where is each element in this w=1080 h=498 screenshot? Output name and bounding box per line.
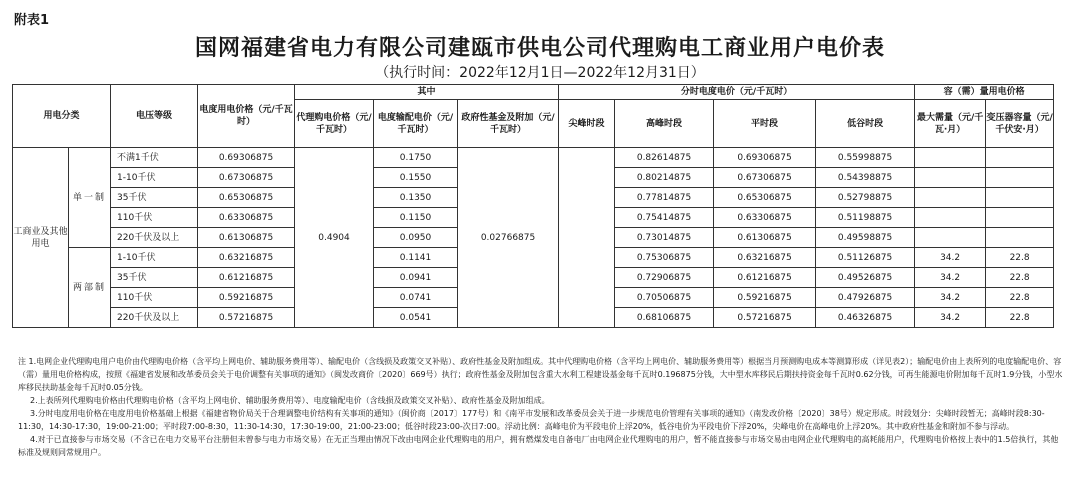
header-category: 用电分类: [13, 85, 111, 148]
demand-cell: 34.2: [915, 268, 986, 288]
notes-section: [18, 355, 1063, 459]
valley-cell: 0.51126875: [816, 248, 915, 268]
transmission-cell: 0.0541: [374, 308, 458, 328]
high-cell: 0.68106875: [615, 308, 714, 328]
header-transmission: 电度输配电价（元/千瓦时）: [374, 100, 458, 148]
high-cell: 0.72906875: [615, 268, 714, 288]
valley-cell: 0.51198875: [816, 208, 915, 228]
header-high: 高峰时段: [615, 100, 714, 148]
high-cell: 0.73014875: [615, 228, 714, 248]
header-among: 其中: [295, 85, 559, 100]
note-4: 4.对于已直接参与市场交易（不含已在电力交易平台注册但未曾参与电力市场交易）在无正当理由情况下改由电网企业代理购电的用户，拥有燃煤发电自备电厂由电网企业代理购电的用户，暂不能直接参与市场交易由电网企业代理购电的高耗能用户，代理购电价格按上表中的1.5倍执行，其他标准及规则同常规用户。: [18, 435, 1059, 457]
transformer-cell: 22.8: [986, 308, 1054, 328]
transmission-cell: 0.1150: [374, 208, 458, 228]
header-valley: 低谷时段: [816, 100, 915, 148]
header-fund: 政府性基金及附加（元/千瓦时）: [458, 100, 559, 148]
price-cell: 0.65306875: [198, 188, 295, 208]
price-cell: 0.63306875: [198, 208, 295, 228]
price-cell: 0.61306875: [198, 228, 295, 248]
annex-label: 附表1: [14, 13, 50, 28]
valley-cell: 0.55998875: [816, 148, 915, 168]
note-1: 注 1.电网企业代理购电用户电价由代理购电价格（含平均上网电价、辅助服务费用等）、输配电价（含线损及政策交叉补贴）、政府性基金及附加组成。其中代理购电价格（含平均上网电价、辅助服务费用等）根据当月预测购电成本等测算形成（详见表2）；输配电价由上表所列的电度输配电价、容（需）量用电价格构成，按照《福建省发展和改革委员会关于电价调整有关事项的通知》（闽发改商价〔2020〕669号）执行；政府性基金及附加包含重大水利工程建设基金每千瓦时0.196875分钱，大中型水库移民后期扶持资金每千瓦时0.62分钱，可再生能源电价附加每千瓦时1.9分钱，小型水库移民扶助基金每千瓦时0.05分钱。: [18, 357, 1063, 392]
header-transformer: 变压器容量（元/千伏安·月）: [986, 100, 1054, 148]
header-purchase: 代理购电价格（元/千瓦时）: [295, 100, 374, 148]
transformer-cell: [986, 228, 1054, 248]
price-cell: 0.69306875: [198, 148, 295, 168]
demand-cell: [915, 228, 986, 248]
demand-cell: [915, 148, 986, 168]
price-table: [12, 84, 1054, 328]
execution-period: （执行时间：2022年12月1日—2022年12月31日）: [375, 65, 705, 81]
flat-cell: 0.63306875: [714, 208, 816, 228]
demand-cell: 34.2: [915, 288, 986, 308]
transformer-cell: [986, 188, 1054, 208]
header-max-demand: 最大需量（元/千瓦·月）: [915, 100, 986, 148]
price-cell: 0.67306875: [198, 168, 295, 188]
high-cell: 0.80214875: [615, 168, 714, 188]
valley-cell: 0.49526875: [816, 268, 915, 288]
two-part-tariff-cell: 两部制: [69, 248, 111, 328]
demand-cell: 34.2: [915, 308, 986, 328]
valley-cell: 0.49598875: [816, 228, 915, 248]
header-peak: 尖峰时段: [559, 100, 615, 148]
flat-cell: 0.61216875: [714, 268, 816, 288]
header-capacity: 容（需）量用电价格: [915, 85, 1054, 100]
valley-cell: 0.46326875: [816, 308, 915, 328]
voltage-cell: 35千伏: [111, 188, 198, 208]
header-tou: 分时电度电价（元/千瓦时）: [559, 85, 915, 100]
voltage-cell: 35千伏: [111, 268, 198, 288]
flat-cell: 0.67306875: [714, 168, 816, 188]
demand-cell: [915, 188, 986, 208]
flat-cell: 0.65306875: [714, 188, 816, 208]
page-title: 国网福建省电力有限公司建瓯市供电公司代理购电工商业用户电价表: [194, 35, 885, 61]
transformer-cell: 22.8: [986, 268, 1054, 288]
voltage-cell: 1-10千伏: [111, 168, 198, 188]
note-2: 2.上表所列代理购电价格由代理购电价格（含平均上网电价、辅助服务费用等）、电度输配电价（含线损及政策交叉补贴）、政府性基金及附加组成。: [30, 396, 550, 405]
header-voltage: 电压等级: [111, 85, 198, 148]
transmission-cell: 0.1550: [374, 168, 458, 188]
flat-cell: 0.63216875: [714, 248, 816, 268]
voltage-cell: 220千伏及以上: [111, 228, 198, 248]
price-cell: 0.59216875: [198, 288, 295, 308]
demand-cell: [915, 208, 986, 228]
voltage-cell: 1-10千伏: [111, 248, 198, 268]
high-cell: 0.77814875: [615, 188, 714, 208]
transformer-cell: 22.8: [986, 248, 1054, 268]
flat-cell: 0.61306875: [714, 228, 816, 248]
high-cell: 0.75414875: [615, 208, 714, 228]
voltage-cell: 不满1千伏: [111, 148, 198, 168]
transformer-cell: [986, 208, 1054, 228]
transformer-cell: [986, 168, 1054, 188]
high-cell: 0.70506875: [615, 288, 714, 308]
voltage-cell: 110千伏: [111, 208, 198, 228]
flat-cell: 0.59216875: [714, 288, 816, 308]
transmission-cell: 0.1141: [374, 248, 458, 268]
valley-cell: 0.47926875: [816, 288, 915, 308]
fund-cell: 0.02766875: [458, 148, 559, 328]
transmission-cell: 0.1750: [374, 148, 458, 168]
peak-cell: [559, 148, 615, 328]
valley-cell: 0.52798875: [816, 188, 915, 208]
voltage-cell: 220千伏及以上: [111, 308, 198, 328]
flat-cell: 0.57216875: [714, 308, 816, 328]
demand-cell: [915, 168, 986, 188]
single-tariff-cell: 单一制: [69, 148, 111, 248]
table-row: [13, 148, 1054, 168]
transmission-cell: 0.0950: [374, 228, 458, 248]
voltage-cell: 110千伏: [111, 288, 198, 308]
transformer-cell: [986, 148, 1054, 168]
flat-cell: 0.69306875: [714, 148, 816, 168]
valley-cell: 0.54398875: [816, 168, 915, 188]
price-cell: 0.57216875: [198, 308, 295, 328]
transmission-cell: 0.0941: [374, 268, 458, 288]
purchase-price-cell: 0.4904: [295, 148, 374, 328]
header-flat: 平时段: [714, 100, 816, 148]
high-cell: 0.75306875: [615, 248, 714, 268]
header-price: 电度用电价格（元/千瓦时）: [198, 85, 295, 148]
transformer-cell: 22.8: [986, 288, 1054, 308]
high-cell: 0.82614875: [615, 148, 714, 168]
transmission-cell: 0.1350: [374, 188, 458, 208]
price-cell: 0.61216875: [198, 268, 295, 288]
demand-cell: 34.2: [915, 248, 986, 268]
category-cell: 工商业及其他用电: [13, 148, 69, 328]
transmission-cell: 0.0741: [374, 288, 458, 308]
note-3: 3.分时电度用电价格在电度用电价格基础上根据《福建省物价局关于合理调整电价结构有关事项的通知》（闽价商〔2017〕177号）和《南平市发展和改革委员会关于进一步规范电价管理有关事项的通知》（南发改价格〔2020〕38号）规定形成。时段划分：尖峰时段暂无；高峰时段8:30-11:30，14:30-17:30，19:00-21:00；平时段7:00-8:30，11:30-14:30，17:30-19:00，21:00-23:00；低谷时段23:00-次日7:00。浮动比例：高峰电价为平段电价上浮20%，低谷电价为平段电价下浮20%，尖峰电价在高峰电价上浮20%。其中政府性基金和附加不参与浮动。: [18, 409, 1045, 431]
price-cell: 0.63216875: [198, 248, 295, 268]
